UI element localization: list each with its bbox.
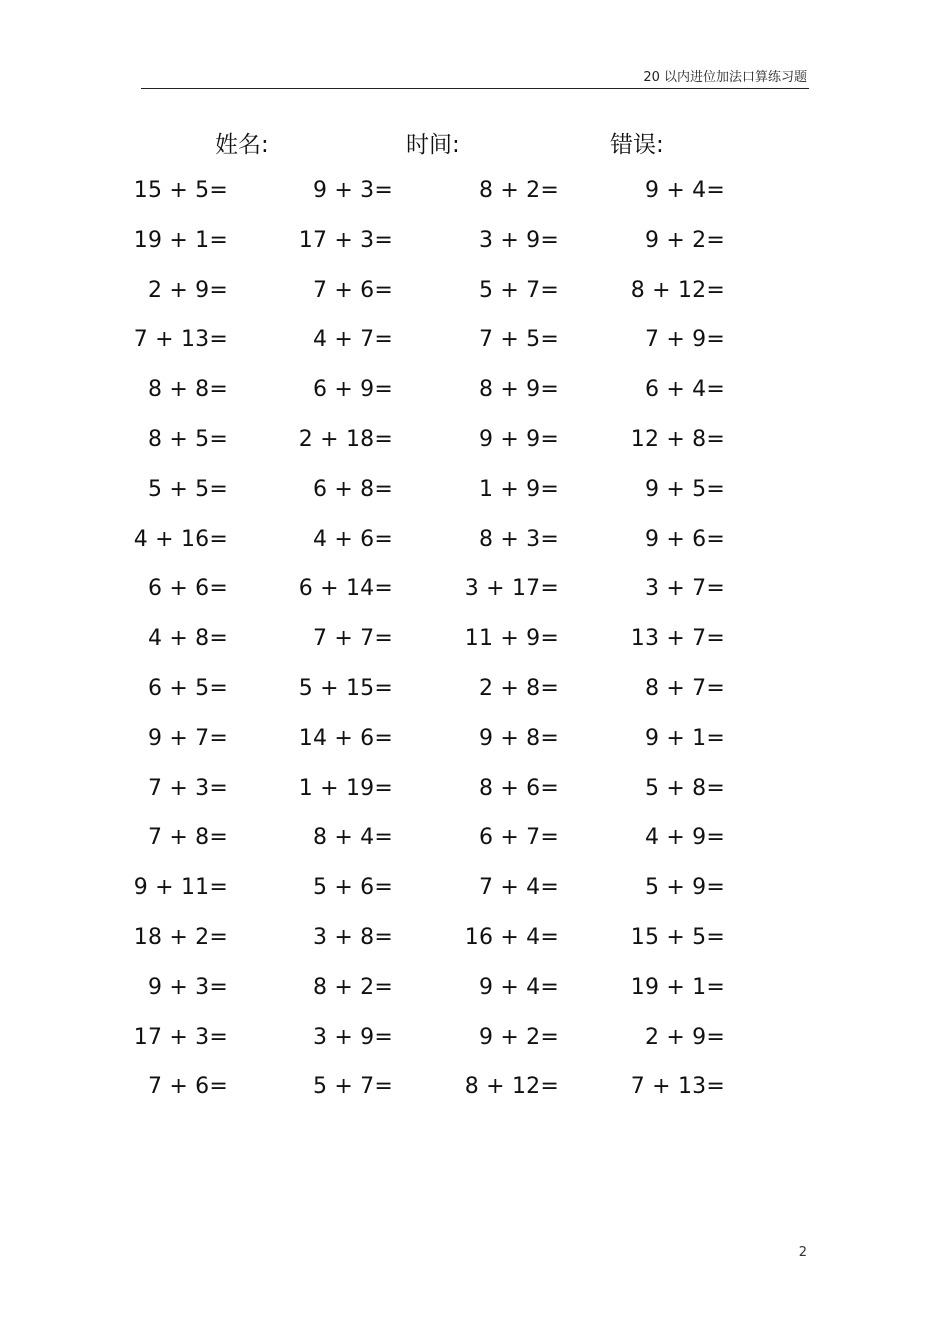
page-number: 2 (798, 1245, 807, 1260)
equation-item: 9 + 2= (478, 1024, 559, 1050)
equation-item: 8 + 8= (147, 377, 228, 403)
equation-row (0, 616, 950, 666)
equation-item: 7 + 4= (478, 875, 559, 901)
equation-row (0, 815, 950, 865)
equation-item: 11 + 9= (464, 626, 559, 652)
equation-item: 8 + 7= (644, 675, 725, 701)
equation-item: 7 + 6= (312, 277, 393, 303)
equation-row (0, 566, 950, 616)
equation-item: 7 + 5= (478, 327, 559, 353)
equation-item: 8 + 4= (312, 825, 393, 851)
equation-item: 4 + 8= (147, 626, 228, 652)
header-rule (141, 88, 809, 89)
equation-item: 5 + 6= (312, 875, 393, 901)
time-label: 时间: (406, 132, 460, 158)
equation-item: 4 + 9= (644, 825, 725, 851)
equation-item: 15 + 5= (630, 924, 725, 950)
equation-row (0, 218, 950, 268)
equation-item: 1 + 9= (478, 476, 559, 502)
equation-row (0, 168, 950, 218)
equation-item: 6 + 6= (147, 576, 228, 602)
equation-item: 1 + 19= (298, 775, 393, 801)
equation-item: 9 + 1= (644, 725, 725, 751)
equation-item: 8 + 3= (478, 526, 559, 552)
equation-item: 19 + 1= (630, 974, 725, 1000)
equation-item: 3 + 17= (464, 576, 559, 602)
equation-item: 6 + 7= (478, 825, 559, 851)
equation-row (0, 517, 950, 567)
equation-item: 2 + 9= (644, 1024, 725, 1050)
equation-item: 7 + 7= (312, 626, 393, 652)
equation-item: 13 + 7= (630, 626, 725, 652)
equation-row (0, 766, 950, 816)
equation-item: 5 + 7= (312, 1074, 393, 1100)
equation-row (0, 317, 950, 367)
equation-item: 6 + 14= (298, 576, 393, 602)
equation-item: 4 + 16= (133, 526, 228, 552)
equation-row (0, 716, 950, 766)
equation-item: 8 + 6= (478, 775, 559, 801)
equation-item: 15 + 5= (133, 178, 228, 203)
equation-item: 2 + 18= (298, 426, 393, 452)
equation-row (0, 268, 950, 318)
equation-row (0, 965, 950, 1015)
equation-item: 12 + 8= (630, 426, 725, 452)
equation-item: 9 + 3= (147, 974, 228, 1000)
equation-item: 5 + 5= (147, 476, 228, 502)
equation-item: 6 + 5= (147, 675, 228, 701)
equation-row (0, 417, 950, 467)
equation-item: 5 + 15= (298, 675, 393, 701)
equation-item: 9 + 4= (644, 178, 725, 203)
equation-item: 16 + 4= (464, 924, 559, 950)
equation-item: 17 + 3= (298, 227, 393, 253)
equation-item: 4 + 6= (312, 526, 393, 552)
equation-item: 3 + 9= (312, 1024, 393, 1050)
equation-item: 8 + 2= (478, 178, 559, 203)
equation-item: 8 + 12= (630, 277, 725, 303)
equation-row (0, 915, 950, 965)
equation-item: 17 + 3= (133, 1024, 228, 1050)
equation-item: 9 + 2= (644, 227, 725, 253)
equation-item: 3 + 9= (478, 227, 559, 253)
equation-item: 7 + 9= (644, 327, 725, 353)
equation-item: 9 + 3= (312, 178, 393, 203)
equation-item: 2 + 8= (478, 675, 559, 701)
equation-item: 8 + 5= (147, 426, 228, 452)
name-label: 姓名: (215, 132, 269, 158)
equation-item: 6 + 9= (312, 377, 393, 403)
page-header-title: 20 以内进位加法口算练习题 (643, 70, 807, 85)
equation-item: 7 + 8= (147, 825, 228, 851)
equation-grid (0, 168, 950, 1114)
equation-item: 2 + 9= (147, 277, 228, 303)
equation-item: 7 + 3= (147, 775, 228, 801)
equation-item: 9 + 5= (644, 476, 725, 502)
equation-item: 3 + 8= (312, 924, 393, 950)
equation-item: 8 + 12= (464, 1074, 559, 1100)
equation-item: 9 + 7= (147, 725, 228, 751)
equation-item: 9 + 11= (133, 875, 228, 901)
errors-label: 错误: (610, 132, 664, 158)
equation-item: 8 + 9= (478, 377, 559, 403)
equation-item: 9 + 8= (478, 725, 559, 751)
equation-item: 7 + 13= (630, 1074, 725, 1100)
equation-row (0, 467, 950, 517)
equation-item: 9 + 6= (644, 526, 725, 552)
equation-item: 9 + 9= (478, 426, 559, 452)
equation-item: 6 + 4= (644, 377, 725, 403)
equation-item: 5 + 8= (644, 775, 725, 801)
equation-item: 4 + 7= (312, 327, 393, 353)
equation-item: 8 + 2= (312, 974, 393, 1000)
equation-item: 6 + 8= (312, 476, 393, 502)
equation-row (0, 367, 950, 417)
equation-item: 5 + 7= (478, 277, 559, 303)
equation-item: 19 + 1= (133, 227, 228, 253)
equation-item: 9 + 4= (478, 974, 559, 1000)
equation-row (0, 1064, 950, 1114)
equation-item: 7 + 6= (147, 1074, 228, 1100)
equation-row (0, 1015, 950, 1065)
equation-item: 5 + 9= (644, 875, 725, 901)
equation-item: 3 + 7= (644, 576, 725, 602)
equation-item: 14 + 6= (298, 725, 393, 751)
equation-item: 7 + 13= (133, 327, 228, 353)
equation-row (0, 666, 950, 716)
equation-item: 18 + 2= (133, 924, 228, 950)
equation-row (0, 865, 950, 915)
